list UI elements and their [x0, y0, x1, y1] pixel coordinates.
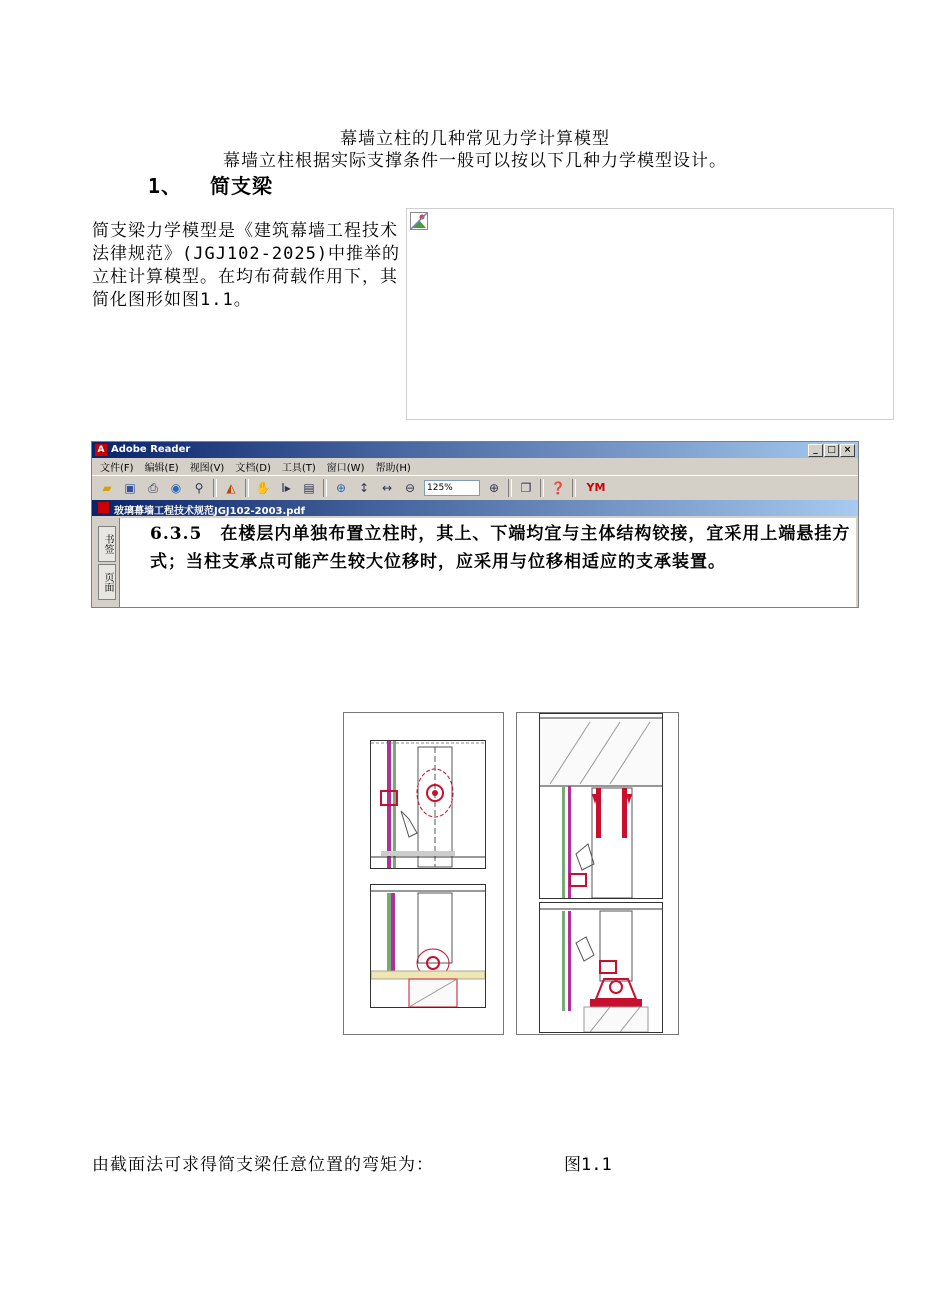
reader-menubar: [92, 458, 859, 474]
support-detail-drawing: [371, 885, 485, 1007]
menu-document[interactable]: 文档(D): [235, 462, 271, 474]
zoom-plus-icon[interactable]: ⊕: [488, 481, 500, 495]
pdf-file-icon: [98, 502, 109, 513]
drawing-bottom-left: [370, 884, 486, 1008]
reader-document-tab[interactable]: [92, 500, 858, 516]
bending-moment-text: 由截面法可求得简支梁任意位置的弯矩为：: [92, 1155, 434, 1175]
pages-tab[interactable]: 页面: [98, 564, 116, 600]
broken-image-icon: [410, 212, 428, 230]
fit-page-icon[interactable]: ↕: [358, 481, 370, 495]
menu-view[interactable]: 视图(V): [189, 462, 225, 474]
drawing-top-right: [539, 713, 663, 899]
reader-side-panel: [95, 518, 117, 606]
minimize-icon[interactable]: _: [808, 444, 823, 457]
reader-window-title: Adobe Reader: [111, 444, 191, 455]
figure-caption: 图1.1: [564, 1155, 612, 1175]
open-folder-icon[interactable]: ▰: [102, 481, 112, 495]
connection-detail-drawing: [371, 741, 485, 868]
bookmarks-tab[interactable]: 书签: [98, 526, 116, 562]
reader-document-content: 6.3.5 在楼层内单独布置立柱时，其上、下端均宜与主体结构铰接，宜采用上端悬挂方式；当柱支承点可能产生较大位移时，应采用与位移相适应的支承装置。: [119, 518, 856, 608]
snapshot-icon[interactable]: ▤: [303, 481, 315, 495]
section-title: 简支梁: [210, 174, 274, 198]
drawing-top-left: [370, 740, 486, 869]
reader-titlebar: [92, 442, 858, 458]
reader-toolbar: [92, 475, 859, 501]
base-support-drawing: [540, 903, 662, 1032]
document-filename: 玻璃幕墙工程技术规范JGJ102-2003.pdf: [114, 506, 305, 517]
save-icon[interactable]: ▣: [124, 481, 136, 495]
email-icon[interactable]: ◉: [170, 481, 182, 495]
print-icon[interactable]: ⎙: [148, 481, 158, 495]
ym-logo: YM: [586, 481, 606, 494]
menu-file[interactable]: 文件(F): [100, 462, 134, 474]
adobe-logo-icon: A: [95, 444, 107, 456]
color-palette-icon[interactable]: ◭: [226, 481, 236, 495]
hanging-support-drawing: [540, 714, 662, 898]
zoom-out-icon[interactable]: ⊖: [404, 481, 416, 495]
figure-left-panel: [343, 712, 504, 1035]
search-icon[interactable]: ⚲: [194, 481, 204, 495]
page-subtitle: 幕墙立柱根据实际支撑条件一般可以按以下几种力学模型设计。: [223, 151, 727, 171]
broken-image-placeholder: [406, 208, 894, 420]
section-heading: [148, 170, 273, 199]
zoom-level-field[interactable]: 125%: [424, 480, 480, 496]
figure-right-panel: [516, 712, 679, 1035]
intro-paragraph: 简支梁力学模型是《建筑幕墙工程技术法律规范》(JGJ102-2025)中推举的立柱计算模型。在均布荷载作用下，其简化图形如图1.1。: [92, 221, 401, 310]
menu-tools[interactable]: 工具(T): [281, 462, 316, 474]
zoom-in-icon[interactable]: ⊕: [335, 481, 347, 495]
maximize-icon[interactable]: □: [824, 444, 839, 457]
hand-tool-icon[interactable]: ✋: [255, 481, 271, 495]
close-icon[interactable]: ×: [840, 444, 855, 457]
menu-edit[interactable]: 编辑(E): [144, 462, 179, 474]
section-number: 1、: [148, 174, 183, 198]
page-title: 幕墙立柱的几种常见力学计算模型: [340, 129, 610, 149]
drawing-bottom-right: [539, 902, 663, 1033]
menu-help[interactable]: 帮助(H): [375, 462, 411, 474]
help-icon[interactable]: ❓: [550, 481, 566, 495]
adobe-reader-screenshot: [91, 441, 859, 608]
pages-icon[interactable]: ❐: [520, 481, 532, 495]
menu-window[interactable]: 窗口(W): [326, 462, 365, 474]
select-text-icon[interactable]: I▸: [281, 481, 291, 495]
fit-width-icon[interactable]: ↔: [381, 481, 393, 495]
